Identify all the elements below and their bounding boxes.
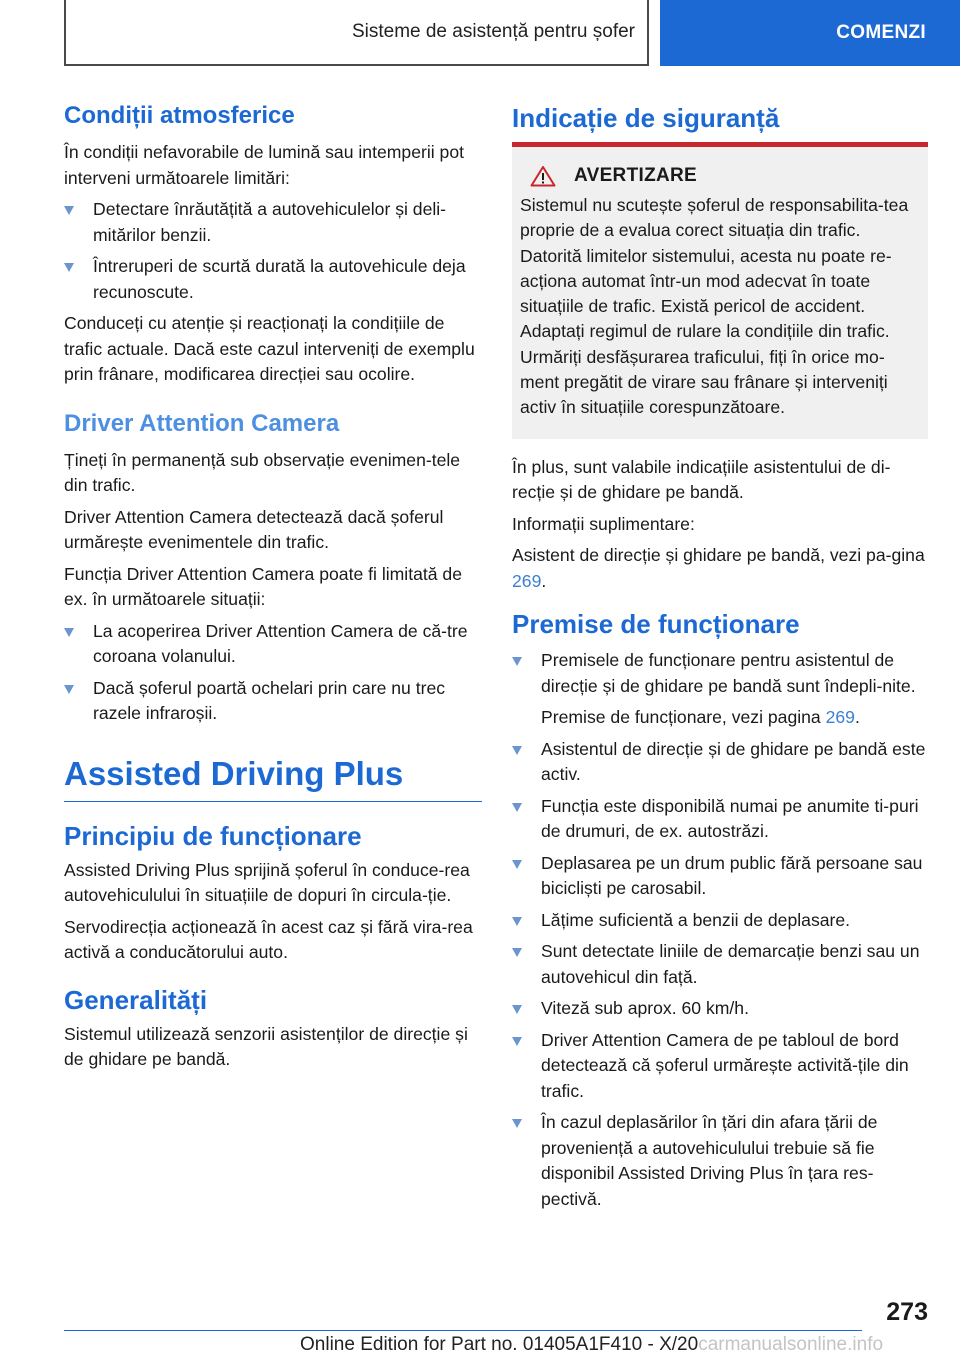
heading-camera: Driver Attention Camera [64, 409, 340, 437]
list-item: Deplasarea pe un drum public fără persoane sau bicicliști pe carosabil. [512, 851, 928, 902]
bullet-triangle-icon [512, 657, 522, 666]
bullet-triangle-icon [512, 1119, 522, 1128]
footer-divider [64, 1330, 862, 1331]
bullet-triangle-icon [64, 685, 74, 694]
list-item: Viteză sub aprox. 60 km/h. [512, 996, 928, 1022]
safety-p2: Informații suplimentare: [512, 513, 695, 534]
header-tab-comenzi[interactable] [660, 0, 960, 66]
bullet-triangle-icon [512, 1005, 522, 1014]
list-item: Premisele de funcționare pentru asistentul de direcție și de ghidare pe bandă sunt îndepli-nite. Premise de funcționare, vezi pagina 269. [512, 648, 928, 731]
principle-p1: Assisted Driving Plus sprijină șoferul în conduce-rea autovehiculului în situațiile de dopuri în circula-ție. [64, 859, 470, 905]
list-item: Asistentul de direcție și de ghidare pe bandă este activ. [512, 737, 928, 788]
general-p1: Sistemul utilizează senzorii asistenților de direcție și de ghidare pe bandă. [64, 1023, 468, 1069]
bullet-triangle-icon [512, 803, 522, 812]
heading-conditions: Condiții atmosferice [64, 102, 295, 129]
conditions-list [64, 197, 482, 305]
conditions-outro: Conduceți cu atenție și reacționați la condițiile de trafic actuale. Dacă este cazul interveniți de exemplu prin frânare, modificarea direcției sau ocolire. [64, 313, 475, 384]
bullet-triangle-icon [512, 746, 522, 755]
warning-text: Sistemul nu scutește șoferul de responsabilita-tea proprie de a evalua corect situația din trafic. Datorită limitelor sistemului, acesta nu poate re-acționa automat într-un mod adecvat în toate situațiile de trafic. Există pericol de accident. Adaptați regimul de rulare la condițiile din trafic. Urmăriți desfășurarea traficului, fiți în orice mo-ment pregătit de virare sau frânare și interveniți activ în situațiile corespunzătoare. [520, 195, 909, 418]
footer-edition: Online Edition for Part no. 01405A1F410 - X/20carmanualsonline.info [300, 1334, 884, 1355]
camera-p3: Funcția Driver Attention Camera poate fi limitată de ex. în următoarele situații: [64, 563, 462, 609]
list-item: Întreruperi de scurtă durată la autovehicule deja recunoscute. [64, 254, 482, 305]
right-column [512, 100, 928, 1218]
list-item: Funcția este disponibilă numai pe anumite ti-puri de drumuri, de ex. autostrăzi. [512, 794, 928, 845]
warning-triangle-icon [530, 165, 556, 187]
principle-p2: Servodirecția acționează în acest caz și fără vira-rea activă a conducătorului auto. [64, 916, 473, 962]
page-number: 273 [886, 1298, 928, 1326]
page-link-269[interactable]: 269 [512, 570, 542, 591]
footer-watermark: carmanualsonline.info [698, 1334, 884, 1355]
list-item: Sunt detectate liniile de demarcație benzi sau un autovehicul din față. [512, 939, 928, 990]
camera-p2: Driver Attention Camera detectează dacă șoferul urmărește evenimentele din trafic. [64, 506, 444, 552]
bullet-triangle-icon [64, 206, 74, 215]
safety-p1: În plus, sunt valabile indicațiile asistentului de di-recție și de ghidare pe bandă. [512, 456, 891, 503]
prereq-sub-reference: Premise de funcționare, vezi pagina 269. [541, 707, 860, 728]
bullet-triangle-icon [512, 948, 522, 957]
list-item: Driver Attention Camera de pe tabloul de bord detectează că șoferul urmărește activită-țile din trafic. [512, 1028, 928, 1105]
bullet-triangle-icon [512, 860, 522, 869]
bullet-triangle-icon [512, 917, 522, 926]
heading-principle: Principiu de funcționare [64, 820, 362, 851]
heading-general: Generalități [64, 984, 208, 1015]
header-section-box [64, 0, 649, 66]
warning-header [520, 165, 920, 187]
prereq-list [512, 648, 928, 1212]
left-column [64, 100, 482, 1079]
list-item: La acoperirea Driver Attention Camera de că-tre coroana volanului. [64, 619, 482, 670]
warning-box [512, 142, 928, 439]
conditions-intro: În condiții nefavorabile de lumină sau intemperii pot interveni următoarele limitări: [64, 142, 465, 188]
heading-safety: Indicație de siguranță [512, 103, 780, 133]
bullet-triangle-icon [64, 628, 74, 637]
list-item: Lățime suficientă a benzii de deplasare. [512, 908, 928, 934]
warning-label: AVERTIZARE [574, 165, 697, 186]
heading-prereq: Premise de funcționare [512, 609, 800, 640]
list-item: În cazul deplasărilor în țări din afara țării de proveniență a autovehiculului trebuie să fie disponibil Assisted Driving Plus în țara res-pectivă. [512, 1110, 928, 1212]
list-item: Detectare înrăutățită a autovehiculelor și deli-mitărilor benzii. [64, 197, 482, 248]
bullet-triangle-icon [512, 1037, 522, 1046]
header-tab-label: COMENZI [836, 22, 926, 43]
main-heading: Assisted Driving Plus [64, 753, 482, 802]
page-link-269[interactable]: 269 [825, 707, 855, 728]
safety-p3: Asistent de direcție și ghidare pe bandă, vezi pa-gina 269. [512, 545, 925, 591]
list-item: Dacă șoferul poartă ochelari prin care nu trec razele infraroșii. [64, 676, 482, 727]
camera-p1: Țineți în permanență sub observație evenimen-tele din trafic. [64, 449, 461, 495]
camera-list [64, 619, 482, 727]
header-section-title: Sisteme de asistență pentru șofer [351, 21, 635, 42]
bullet-triangle-icon [64, 263, 74, 272]
